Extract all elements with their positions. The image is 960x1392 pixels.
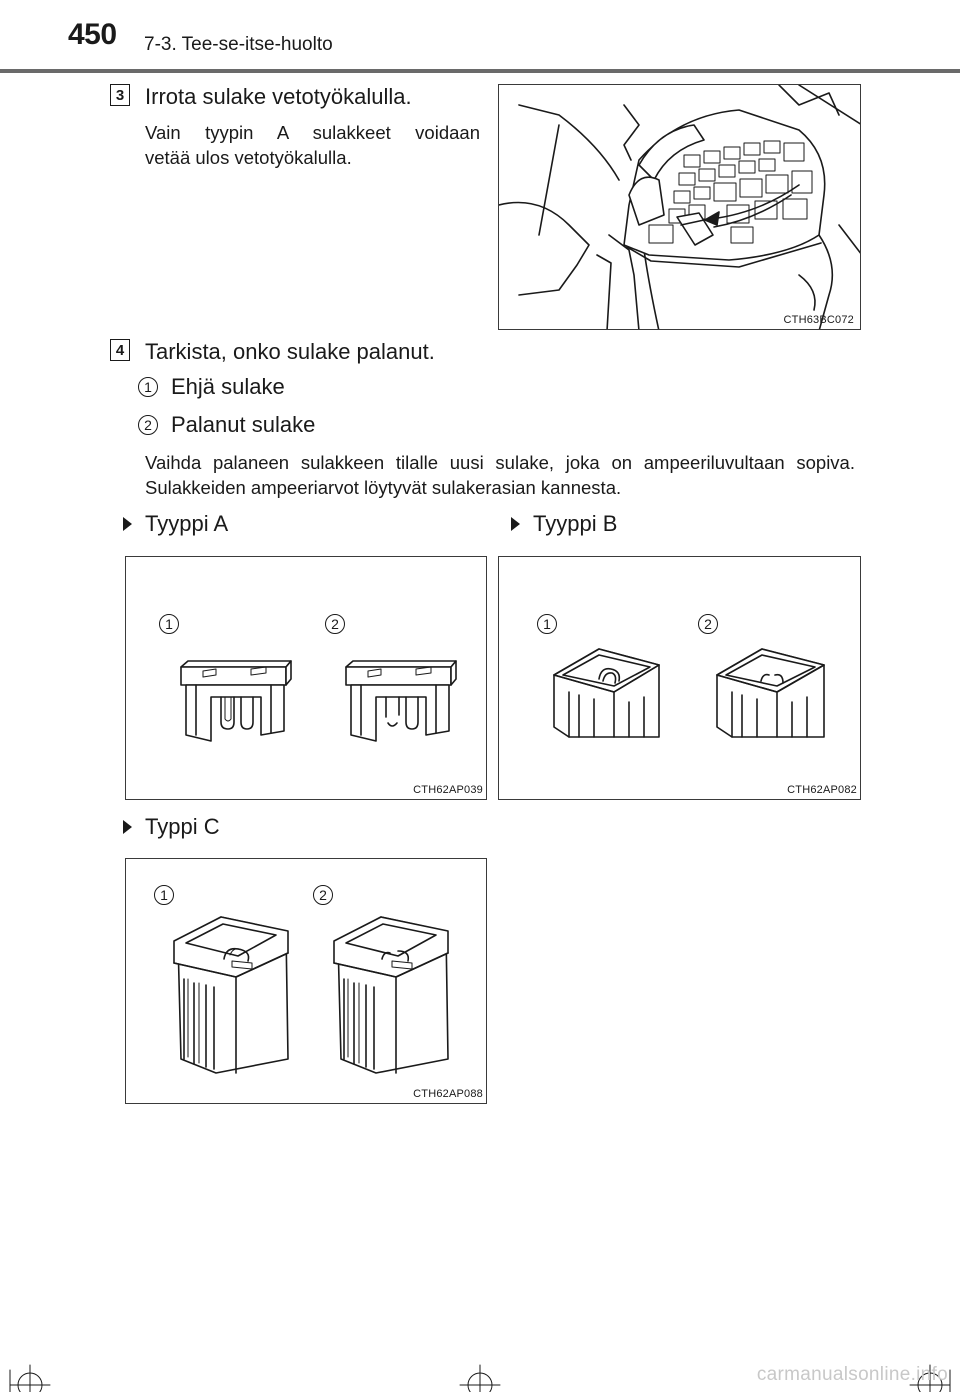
figure-code: CTH62AP082 bbox=[787, 784, 857, 796]
page-number: 450 bbox=[68, 18, 117, 51]
intact-cartridge-fuse bbox=[554, 649, 659, 737]
callout-1: 1 bbox=[159, 614, 179, 634]
item-1-callout: 1 bbox=[138, 377, 158, 397]
step-4-badge: 4 bbox=[110, 339, 130, 361]
bullet-triangle-icon bbox=[511, 517, 520, 531]
step-3-badge: 3 bbox=[110, 84, 130, 106]
callout-2: 2 bbox=[313, 885, 333, 905]
type-b-label: Tyyppi B bbox=[533, 511, 618, 536]
step-4-text: Vaihda palaneen sulakkeen tilalle uusi sulake, joka on ampeeriluvultaan sopiva. Sulakkeiden ampeeriarvot löytyvät sulakerasian kannesta. bbox=[145, 452, 855, 498]
item-1-label: Ehjä sulake bbox=[171, 374, 285, 399]
callout-1: 1 bbox=[154, 885, 174, 905]
step-3-text-line1: Vain tyypin A sulakkeet voidaan bbox=[145, 122, 480, 143]
crosshair-mark-left bbox=[10, 1365, 50, 1392]
type-a-figure bbox=[125, 556, 487, 800]
fuse-box-illustration bbox=[498, 84, 861, 330]
item-2-label: Palanut sulake bbox=[171, 412, 316, 437]
callout-2: 2 bbox=[325, 614, 345, 634]
blown-blade-fuse bbox=[346, 661, 456, 741]
step-3-text-line2: vetää ulos vetotyökalulla. bbox=[145, 147, 352, 168]
section-title: 7-3. Tee-se-itse-huolto bbox=[144, 34, 333, 55]
item-2-callout: 2 bbox=[138, 415, 158, 435]
callout-1: 1 bbox=[537, 614, 557, 634]
type-c-label: Typpi C bbox=[145, 814, 220, 839]
crosshair-mark-center bbox=[460, 1365, 500, 1392]
header-rule bbox=[0, 69, 960, 73]
box-fuse-drawings bbox=[126, 859, 488, 1105]
bullet-triangle-icon bbox=[123, 517, 132, 531]
cartridge-fuse-drawings bbox=[499, 557, 862, 801]
intact-blade-fuse bbox=[181, 661, 291, 741]
blade-fuse-drawings bbox=[126, 557, 488, 801]
step-4-title: Tarkista, onko sulake palanut. bbox=[145, 339, 435, 364]
watermark: carmanualsonline.info bbox=[756, 1364, 948, 1385]
callout-2: 2 bbox=[698, 614, 718, 634]
bullet-triangle-icon bbox=[123, 820, 132, 834]
type-b-figure bbox=[498, 556, 861, 800]
figure-code: CTH62AP039 bbox=[413, 784, 483, 796]
figure-code: CTH63BC072 bbox=[783, 314, 854, 326]
type-c-figure bbox=[125, 858, 487, 1104]
figure-code: CTH62AP088 bbox=[413, 1088, 483, 1100]
blown-box-fuse bbox=[334, 917, 448, 1073]
fuse-puller-drawing bbox=[499, 85, 861, 330]
step-3-title: Irrota sulake vetotyökalulla. bbox=[145, 84, 412, 109]
intact-box-fuse bbox=[174, 917, 288, 1073]
type-a-label: Tyyppi A bbox=[145, 511, 229, 536]
blown-cartridge-fuse bbox=[717, 649, 824, 737]
